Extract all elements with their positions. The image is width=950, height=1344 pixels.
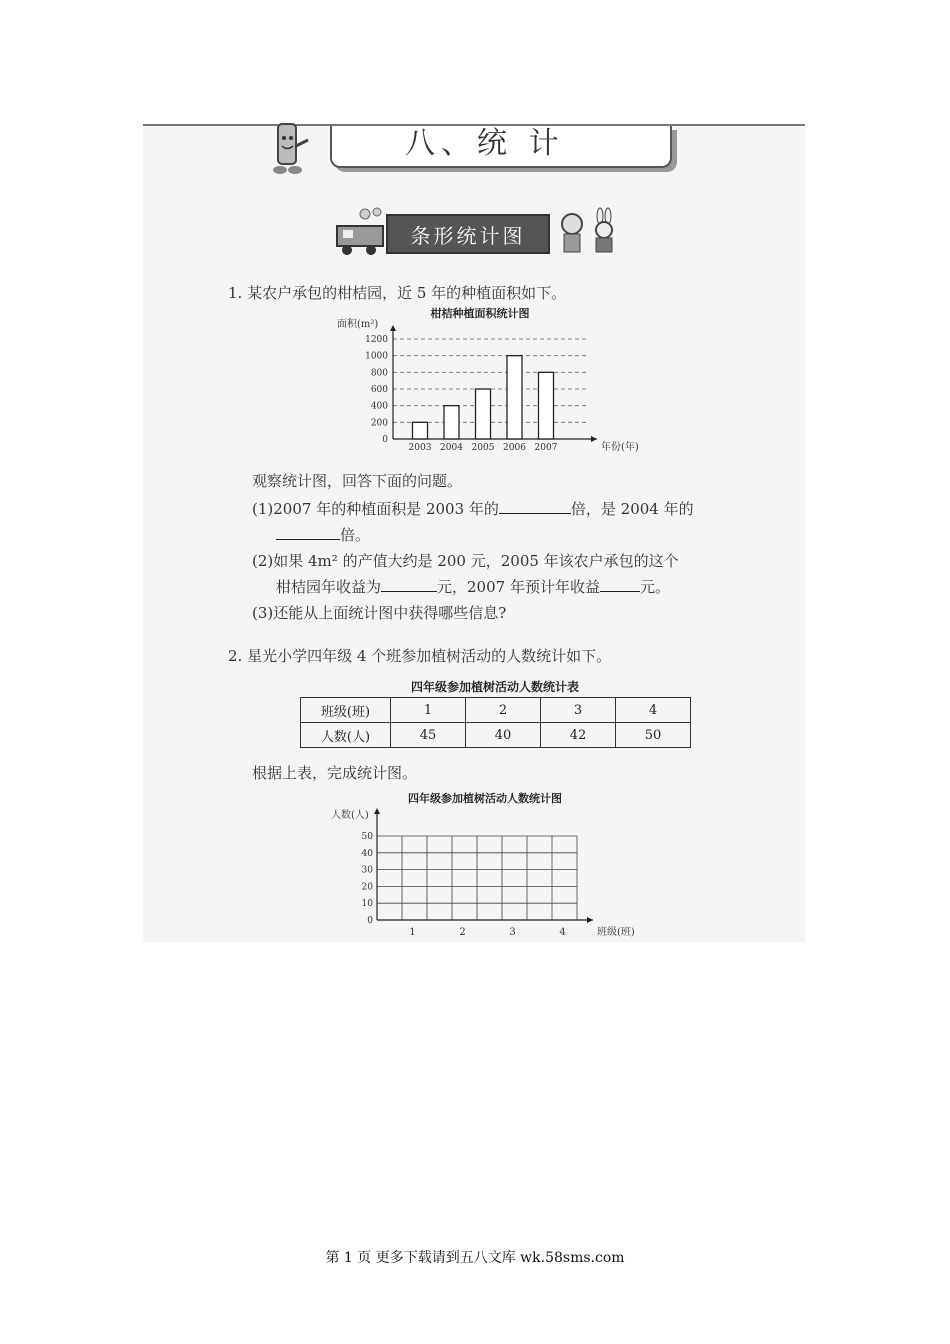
y-tick-label: 600 (370, 385, 388, 395)
q1-part2-text-d: 元。 (639, 578, 670, 596)
y-axis-label: 面积(m²) (337, 319, 379, 330)
y-axis-label: 人数(人) (331, 810, 369, 821)
y-tick-label: 400 (370, 401, 388, 412)
x-tick-label: 2006 (503, 443, 526, 453)
x-tick-label: 3 (509, 927, 516, 938)
table-row (301, 723, 691, 748)
area-bar-chart (335, 305, 639, 465)
table-cell: 2 (466, 698, 541, 723)
y-tick-label: 50 (361, 832, 373, 842)
q1-part1-line1 (252, 498, 694, 519)
q1-part1-text-b: 倍，是 2004 年的 (570, 500, 694, 518)
x-tick-label: 2 (459, 927, 466, 938)
x-tick-label: 2004 (440, 443, 463, 453)
q2-intro: 2. 星光小学四年级 4 个班参加植树活动的人数统计如下。 (228, 647, 612, 665)
x-axis-label: 年份(年) (601, 442, 639, 453)
q1-intro: 1. 某农户承包的柑桔园，近 5 年的种植面积如下。 (228, 284, 567, 302)
table-cell: 50 (616, 723, 691, 748)
bar (507, 356, 522, 439)
x-tick-label: 2003 (408, 443, 432, 453)
table-cell: 班级(班) (301, 698, 391, 723)
x-axis-arrow (591, 436, 597, 442)
q1-part1-text-a: (1)2007 年的种植面积是 2003 年的 (252, 500, 499, 518)
students-grid-chart (325, 788, 645, 943)
table-row (301, 698, 691, 723)
table-cell: 人数(人) (301, 723, 391, 748)
y-tick-label: 0 (382, 435, 388, 445)
table-cell: 3 (541, 698, 616, 723)
y-axis-arrow (390, 325, 396, 331)
y-tick-label: 200 (370, 418, 388, 429)
pencil-mascot-icon (268, 124, 318, 178)
table-cell: 45 (391, 723, 466, 748)
q1-part1-line2 (276, 524, 370, 545)
y-tick-label: 1200 (365, 335, 388, 345)
x-axis-label: 班级(班) (597, 927, 635, 938)
section-banner (386, 214, 550, 254)
section-title: 条形统计图 (410, 224, 526, 248)
x-axis-arrow (587, 917, 593, 923)
table-cell: 1 (391, 698, 466, 723)
answer-blank-1[interactable] (499, 513, 571, 514)
q1-part2-text-c: 元，2007 年预计年收益 (437, 578, 600, 596)
y-tick-label: 20 (361, 882, 373, 893)
chart-title: 四年级参加植树活动人数统计图 (408, 792, 562, 805)
answer-blank-4[interactable] (600, 591, 640, 592)
y-tick-label: 1000 (365, 351, 388, 362)
q2-instruction: 根据上表，完成统计图。 (252, 764, 418, 782)
bar (413, 422, 428, 439)
q2-table-title: 四年级参加植树活动人数统计表 (410, 680, 579, 694)
y-tick-label: 40 (361, 848, 373, 859)
bar (476, 389, 491, 439)
q1-observe: 观察统计图，回答下面的问题。 (252, 472, 463, 490)
q1-part2-line1: (2)如果 4m² 的产值大约是 200 元，2005 年该农户承包的这个 (252, 552, 679, 570)
table-cell: 40 (466, 723, 541, 748)
x-tick-label: 4 (559, 927, 566, 938)
q1-part2-line2 (276, 576, 670, 597)
y-axis-arrow (374, 808, 380, 814)
answer-blank-3[interactable] (381, 591, 437, 592)
answer-blank-2[interactable] (276, 539, 340, 540)
q1-part3: (3)还能从上面统计图中获得哪些信息? (252, 604, 507, 622)
x-tick-label: 2007 (534, 443, 558, 453)
kids-icon (556, 210, 620, 256)
train-icon (333, 208, 387, 256)
q1-part1-text-c: 倍。 (340, 526, 371, 544)
q1-part2-text-b: 柑桔园年收益为 (276, 578, 382, 596)
page-footer: 第 1 页 更多下载请到五八文库 wk.58sms.com (325, 1250, 625, 1266)
y-tick-label: 10 (361, 899, 373, 910)
table-cell: 4 (616, 698, 691, 723)
table-cell: 42 (541, 723, 616, 748)
y-tick-label: 800 (370, 368, 388, 379)
chapter-title: 八、统 计 (405, 126, 565, 161)
chart-title: 柑桔种植面积统计图 (430, 307, 530, 320)
x-tick-label: 2005 (471, 443, 495, 453)
data-table (300, 697, 691, 748)
y-tick-label: 30 (361, 865, 373, 876)
bar (444, 406, 459, 439)
y-tick-label: 0 (367, 916, 373, 926)
x-tick-label: 1 (409, 927, 416, 938)
bar (539, 372, 554, 439)
